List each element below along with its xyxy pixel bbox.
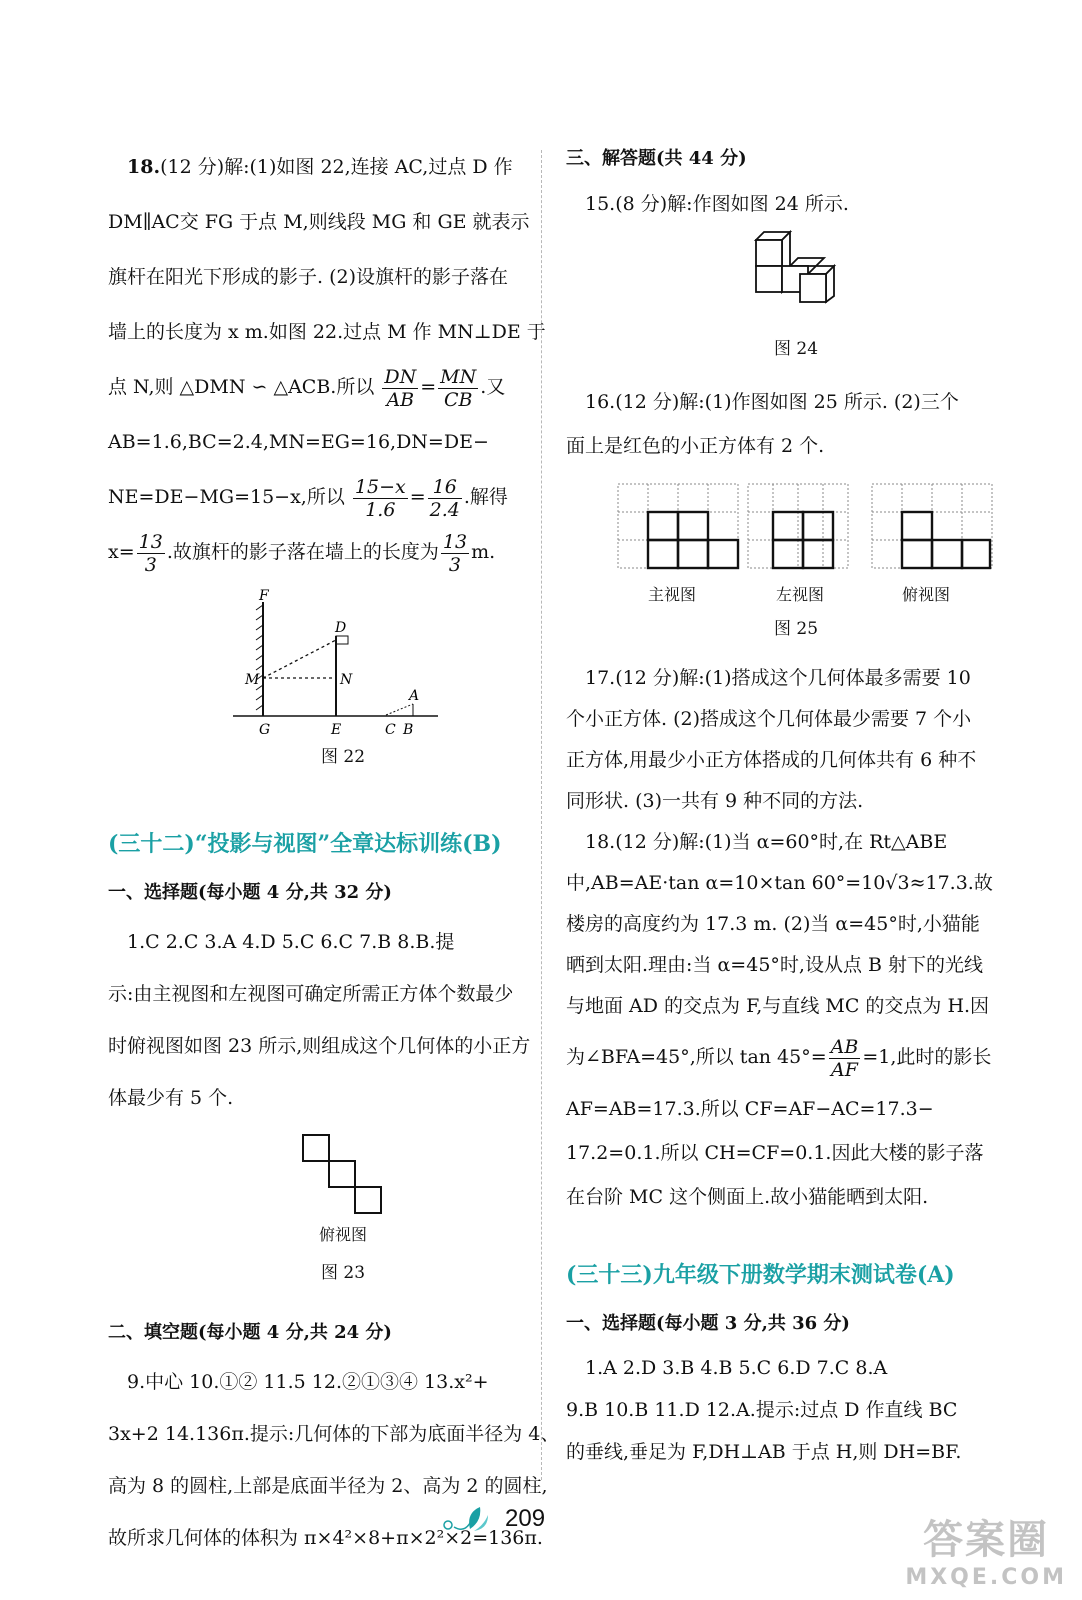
q18r-line7: AF=AB=17.3.所以 CF=AF−AC=17.3− (566, 1098, 934, 1120)
right-column (566, 136, 1026, 1473)
ans1-line4: 体最少有 5 个. (108, 1087, 234, 1109)
q18r-line9: 在台阶 MC 这个侧面上.故小猫能晒到太阳. (566, 1186, 929, 1208)
figure-23 (108, 1130, 578, 1288)
watermark (905, 1508, 1067, 1590)
fraction-dn-ab: $\frac{DN}{AB}$ (384, 365, 417, 411)
q18r-line8: 17.2=0.1.所以 CH=CF=0.1.因此大楼的影子落 (566, 1142, 984, 1164)
figure-23-label: 俯视图 (318, 1225, 367, 1244)
leaf-ornament-icon (440, 1503, 490, 1539)
section-title-32: (三十二)“投影与视图”全章达标训练(B) (108, 831, 502, 857)
figure-24-diagram (746, 226, 846, 326)
q18-line7: NE=DE−MG=15−x,所以 $\frac{15-x}{1.6}$ = $\frac{16}{2.4}$ .解得 (108, 475, 508, 521)
ans4-line1: 1.A 2.D 3.B 4.B 5.C 6.D 7.C 8.A (585, 1357, 888, 1379)
section-solve-header: 三、解答题(共 44 分) (566, 148, 747, 169)
figure-22 (108, 588, 578, 772)
ans4-line3: 的垂线,垂足为 F,DH⊥AB 于点 H,则 DH=BF. (566, 1441, 962, 1463)
figure-24-caption: 图 24 (773, 339, 819, 359)
label-C: C (385, 722, 396, 738)
figure-25-caption: 图 25 (773, 619, 819, 639)
label-A: A (409, 688, 420, 704)
q18r-line5: 与地面 AD 的交点为 F,与直线 MC 的交点为 H.因 (566, 995, 990, 1017)
section-choice-header: 一、选择题(每小题 4 分,共 32 分) (108, 882, 392, 903)
q16-line1: 16.(12 分)解:(1)作图如图 25 所示. (2)三个 (585, 391, 959, 413)
figure-25-view-labels (596, 578, 996, 608)
figure-23-diagram (298, 1130, 388, 1216)
q16-line2: 面上是红色的小正方体有 2 个. (566, 435, 825, 457)
fraction-ab-af: $\frac{AB}{AF}$ (830, 1035, 859, 1081)
label-M: M (245, 672, 260, 688)
view-label-front: 主视图 (648, 585, 697, 604)
ans2-line2: 3x+2 14.136π.提示:几何体的下部为底面半径为 4、 (108, 1423, 560, 1445)
watermark-url: MXQE.COM (905, 1565, 1067, 1590)
ans1-line3: 时俯视图如图 23 所示,则组成这个几何体的小正方 (108, 1035, 531, 1057)
figure-23-caption: 图 23 (320, 1263, 366, 1283)
q18r-line3: 楼房的高度约为 17.3 m. (2)当 α=45°时,小猫能 (566, 913, 980, 935)
label-B: B (403, 722, 414, 738)
label-G: G (259, 722, 271, 738)
q17-line1: 17.(12 分)解:(1)搭成这个几何体最多需要 10 (585, 667, 971, 689)
fraction-16-24: $\frac{16}{2.4}$ (429, 475, 460, 521)
fraction-13-3: $\frac{13}{3}$ (138, 530, 163, 576)
q18r-line4: 晒到太阳.理由:当 α=45°时,设从点 B 射下的光线 (566, 954, 983, 976)
q18-line3: 旗杆在阳光下形成的影子. (2)设旗杆的影子落在 (108, 266, 508, 288)
section-fill-header: 二、填空题(每小题 4 分,共 24 分) (108, 1322, 392, 1343)
ans2-line1: 9.中心 10.①② 11.5 12.②①③④ 13.x²+ (127, 1371, 489, 1393)
q18-line8: x= $\frac{13}{3}$ .故旗杆的影子落在墙上的长度为 $\frac{13}{3}$ m. (108, 530, 496, 576)
q18-line2: DM∥AC交 FG 于点 M,则线段 MG 和 GE 就表示 (108, 211, 530, 233)
page-number: 209 (505, 1505, 546, 1532)
view-label-top: 俯视图 (902, 585, 951, 604)
ans2-line3: 高为 8 的圆柱,上部是底面半径为 2、高为 2 的圆柱, (108, 1475, 548, 1497)
left-column (108, 140, 578, 1564)
figure-25-diagram (596, 482, 996, 574)
q18-line4: 墙上的长度为 x m.如图 22.过点 M 作 MN⊥DE 于 (108, 321, 546, 343)
figure-22-caption: 图 22 (320, 747, 366, 767)
watermark-text: 答案圈 (923, 1517, 1050, 1563)
label-N: N (340, 672, 353, 688)
label-D: D (335, 620, 347, 636)
fraction-mn-cb: $\frac{MN}{CB}$ (440, 365, 477, 411)
q15-line: 15.(8 分)解:作图如图 24 所示. (585, 193, 849, 215)
section-choice-header-33: 一、选择题(每小题 3 分,共 36 分) (566, 1313, 850, 1334)
q17-line2: 个小正方体. (2)搭成这个几何体最少需要 7 个小 (566, 708, 972, 730)
q17-line4: 同形状. (3)一共有 9 种不同的方法. (566, 790, 864, 812)
q18-line1: 18.(12 分)解:(1)如图 22,连接 AC,过点 D 作 (127, 156, 513, 178)
q18r-line2: 中,AB=AE·tan α=10×tan 60°=10√3≈17.3.故 (566, 872, 993, 894)
column-divider (541, 150, 542, 1480)
section-title-33: (三十三)九年级下册数学期末测试卷(A) (566, 1262, 955, 1288)
ans1-line1: 1.C 2.C 3.A 4.D 5.C 6.C 7.B 8.B.提 (127, 931, 455, 953)
label-E: E (331, 722, 342, 738)
view-label-left: 左视图 (776, 585, 825, 604)
q18r-line1: 18.(12 分)解:(1)当 α=60°时,在 Rt△ABE (585, 831, 948, 853)
figure-22-diagram (223, 588, 463, 738)
q17-line3: 正方体,用最少小正方体搭成的几何体共有 6 种不 (566, 749, 977, 771)
q18r-line6: 为∠BFA=45°,所以 tan 45°= $\frac{AB}{AF}$ =1,此时的影长 (566, 1035, 992, 1081)
q18-line6: AB=1.6,BC=2.4,MN=EG=16,DN=DE− (108, 431, 489, 453)
figure-24 (566, 226, 1026, 364)
ans1-line2: 示:由主视图和左视图可确定所需正方体个数最少 (108, 983, 514, 1005)
ans2-line4: 故所求几何体的体积为 π×4²×8+π×2²×2=136π. (108, 1527, 543, 1549)
ans4-line2: 9.B 10.B 11.D 12.A.提示:过点 D 作直线 BC (566, 1399, 958, 1421)
figure-25 (566, 482, 1026, 644)
fraction-13-3-b: $\frac{13}{3}$ (442, 530, 468, 576)
label-F: F (259, 588, 269, 604)
q18-line5: 点 N,则 △DMN ∽ △ACB.所以 $\frac{DN}{AB}$ = $\frac{MN}{CB}$ .又 (108, 365, 506, 411)
fraction-15x-16: $\frac{15-x}{1.6}$ (354, 475, 406, 521)
